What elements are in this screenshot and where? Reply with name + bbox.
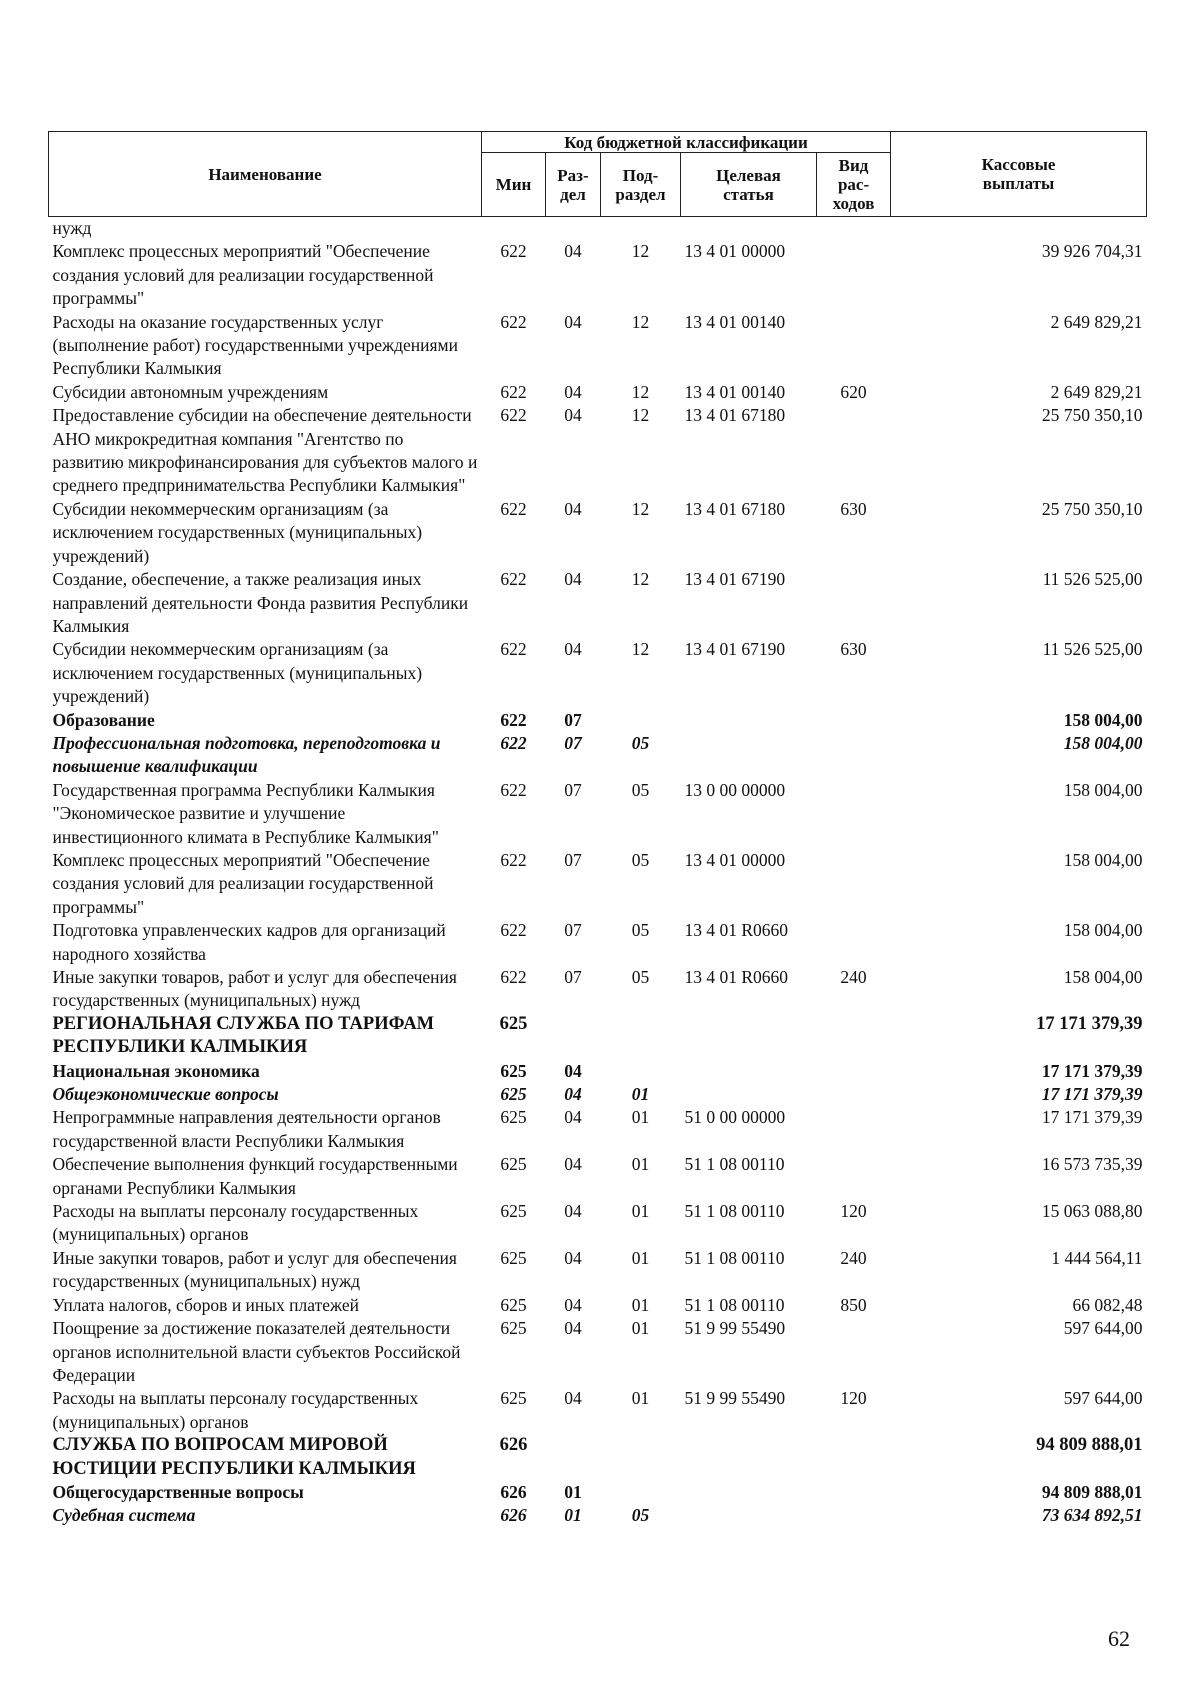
cell-amount: 597 644,00 [1063, 1388, 1143, 1409]
cell-article: 13 4 01 00140 [684, 311, 786, 332]
cell-article: 13 0 00 00000 [684, 779, 786, 800]
cell-vid: 620 [840, 381, 867, 402]
cell-name: Образование [52, 709, 155, 730]
cell-podrazdel: 01 [631, 1201, 650, 1222]
cell-name: Общеэкономические вопросы [52, 1084, 279, 1105]
cell-article: 13 4 01 00000 [684, 849, 786, 870]
cell-podrazdel: 05 [631, 849, 650, 870]
cell-razdel: 04 [564, 1201, 582, 1222]
cell-article: 13 4 01 67190 [684, 639, 786, 660]
cell-min: 622 [500, 498, 527, 519]
cell-min: 622 [500, 639, 527, 660]
cell-podrazdel [601, 1013, 681, 1060]
cell-amount: 17 171 379,39 [1041, 1060, 1143, 1081]
table-row [49, 1013, 1147, 1060]
cell-min: 622 [500, 967, 527, 987]
table-row [49, 498, 1147, 568]
cell-name: Обеспечение выполнения функций государственными органами Республики Калмыкия [52, 1154, 458, 1198]
cell-razdel: 04 [564, 1107, 582, 1128]
cell-vid [817, 404, 891, 498]
cell-podrazdel [601, 1060, 681, 1083]
header-amount: Кассовые выплаты [891, 132, 1147, 217]
cell-podrazdel: 05 [631, 1505, 650, 1526]
cell-article [681, 1434, 817, 1481]
cell-min: 625 [500, 1201, 527, 1222]
cell-amount: 158 004,00 [1063, 732, 1143, 753]
table-row [49, 1481, 1147, 1504]
table-row [49, 1200, 1147, 1247]
table-header [49, 132, 1147, 217]
cell-min: 626 [500, 1505, 527, 1526]
cell-min: 622 [500, 311, 527, 332]
cell-vid [817, 1083, 891, 1106]
cell-razdel: 04 [564, 381, 582, 402]
cell-podrazdel: 12 [631, 569, 650, 590]
cell-name: Судебная система [52, 1505, 196, 1526]
cell-amount: 16 573 735,39 [1041, 1154, 1143, 1175]
cell-name: нужд [52, 218, 92, 238]
table-row [49, 1387, 1147, 1434]
header-vid: Вид рас- ходов [817, 153, 891, 217]
cell-vid [817, 732, 891, 779]
cell-razdel: 04 [564, 1084, 582, 1105]
cell-amount: 25 750 350,10 [1041, 405, 1143, 426]
cell-podrazdel: 05 [631, 967, 650, 987]
cell-podrazdel: 12 [631, 311, 650, 332]
cell-razdel: 04 [564, 1247, 582, 1268]
cell-vid [817, 849, 891, 919]
cell-podrazdel: 05 [631, 779, 650, 800]
cell-amount: 17 171 379,39 [1041, 1084, 1143, 1105]
cell-vid: 120 [840, 1388, 867, 1409]
cell-name: Непрограммные направления деятельности органов государственной власти Республики Калмыкия [52, 1107, 441, 1151]
cell-amount: 597 644,00 [1063, 1318, 1143, 1339]
cell-min [482, 217, 546, 241]
cell-amount: 25 750 350,10 [1041, 498, 1143, 519]
cell-razdel: 04 [564, 1388, 582, 1409]
cell-name: Субсидии некоммерческим организациям (за исключением государственных (муниципальных) учреждений) [52, 498, 423, 566]
cell-name: Профессиональная подготовка, переподготовка и повышение квалификации [52, 732, 441, 777]
table-row [49, 849, 1147, 919]
cell-razdel: 01 [564, 1481, 582, 1502]
cell-article: 13 4 01 67180 [684, 405, 786, 426]
cell-vid [817, 1317, 891, 1387]
header-name: Наименование [49, 132, 482, 217]
cell-name: Поощрение за достижение показателей деятельности органов исполнительной власти субъектов Российской Федерации [52, 1318, 461, 1385]
cell-name: Комплекс процессных мероприятий "Обеспечение создания условий для реализации государственной программы" [52, 241, 434, 309]
cell-vid [817, 779, 891, 849]
table-row [49, 709, 1147, 732]
cell-vid [817, 1481, 891, 1504]
cell-razdel: 04 [564, 569, 582, 590]
cell-vid [817, 709, 891, 732]
cell-name: РЕГИОНАЛЬНАЯ СЛУЖБА ПО ТАРИФАМ РЕСПУБЛИКИ КАЛМЫКИЯ [52, 1013, 435, 1058]
table-row [49, 1153, 1147, 1200]
cell-vid: 120 [840, 1201, 867, 1222]
cell-razdel: 07 [564, 849, 582, 870]
cell-razdel: 07 [564, 920, 582, 941]
cell-amount: 17 171 379,39 [1041, 1107, 1143, 1128]
cell-article [681, 1083, 817, 1106]
cell-amount: 11 526 525,00 [1042, 639, 1143, 660]
cell-amount: 1 444 564,11 [1051, 1247, 1143, 1268]
cell-article: 13 4 01 00140 [684, 381, 786, 402]
cell-vid [817, 1504, 891, 1527]
cell-article: 51 9 99 55490 [684, 1318, 786, 1339]
cell-name: Иные закупки товаров, работ и услуг для обеспечения государственных (муниципальных) нужд [52, 967, 457, 1011]
cell-vid [817, 1153, 891, 1200]
cell-article: 13 4 01 R0660 [684, 920, 789, 941]
cell-min: 622 [500, 381, 527, 402]
cell-min: 625 [500, 1107, 527, 1128]
cell-amount [891, 217, 1147, 241]
cell-article [681, 709, 817, 732]
cell-min: 622 [500, 732, 527, 753]
cell-name: Общегосударственные вопросы [52, 1481, 304, 1502]
table-row [49, 919, 1147, 966]
cell-name: Уплата налогов, сборов и иных платежей [52, 1294, 359, 1315]
cell-article [681, 732, 817, 779]
cell-article [681, 1481, 817, 1504]
table-row [49, 1504, 1147, 1527]
cell-amount: 11 526 525,00 [1042, 569, 1143, 590]
cell-min: 625 [499, 1013, 528, 1034]
cell-vid [817, 1060, 891, 1083]
cell-podrazdel: 01 [631, 1388, 650, 1409]
table-row [49, 404, 1147, 498]
cell-min: 622 [500, 241, 527, 262]
cell-podrazdel: 12 [631, 498, 650, 519]
cell-razdel: 04 [564, 1154, 582, 1175]
cell-name: Субсидии некоммерческим организациям (за исключением государственных (муниципальных) учреждений) [52, 639, 423, 707]
cell-vid: 240 [840, 1247, 867, 1268]
cell-amount: 158 004,00 [1063, 920, 1143, 941]
cell-razdel: 04 [564, 1060, 582, 1081]
cell-amount: 15 063 088,80 [1041, 1201, 1143, 1222]
header-podrazdel: Под- раздел [601, 153, 681, 217]
cell-podrazdel: 12 [631, 381, 650, 402]
cell-article: 13 4 01 R0660 [684, 967, 789, 987]
table-row [49, 1106, 1147, 1153]
cell-podrazdel: 01 [631, 1247, 650, 1268]
cell-razdel: 04 [564, 311, 582, 332]
cell-razdel: 04 [564, 1318, 582, 1339]
cell-razdel [546, 1434, 601, 1481]
cell-razdel [546, 1013, 601, 1060]
cell-vid [817, 311, 891, 381]
cell-article: 51 9 99 55490 [684, 1388, 786, 1409]
cell-vid [817, 217, 891, 241]
cell-min: 622 [500, 849, 527, 870]
cell-razdel: 07 [564, 967, 582, 987]
cell-vid [817, 568, 891, 638]
cell-amount: 73 634 892,51 [1041, 1505, 1143, 1526]
cell-razdel: 07 [564, 779, 582, 800]
cell-article: 51 1 08 00110 [684, 1154, 785, 1175]
cell-razdel: 04 [564, 405, 582, 426]
table-row [49, 240, 1147, 310]
cell-article [681, 1504, 817, 1527]
cell-razdel [546, 217, 601, 241]
cell-amount: 158 004,00 [1063, 849, 1143, 870]
table-row [49, 966, 1147, 1013]
cell-amount: 94 809 888,01 [1036, 1435, 1143, 1456]
table-row [49, 779, 1147, 849]
cell-name: Субсидии автономным учреждениям [52, 381, 329, 402]
cell-article: 51 1 08 00110 [684, 1247, 785, 1268]
cell-podrazdel [601, 1481, 681, 1504]
cell-podrazdel: 05 [631, 920, 650, 941]
cell-name: Создание, обеспечение, а также реализация иных направлений деятельности Фонда развития Республики Калмыкия [52, 569, 469, 636]
cell-name: Государственная программа Республики Калмыкия "Экономическое развитие и улучшение инвестиционного климата в Республике Калмыкия" [52, 779, 439, 847]
cell-vid [817, 240, 891, 310]
cell-min: 625 [500, 1247, 527, 1268]
cell-vid: 630 [840, 498, 867, 519]
cell-amount: 158 004,00 [1063, 967, 1143, 987]
cell-vid [817, 919, 891, 966]
cell-name: Расходы на выплаты персоналу государственных (муниципальных) органов [52, 1388, 419, 1432]
document-page [48, 131, 1146, 1528]
cell-min: 622 [500, 779, 527, 800]
cell-min: 625 [500, 1154, 527, 1175]
cell-min: 625 [500, 1318, 527, 1339]
budget-table [48, 131, 1147, 1528]
cell-min: 622 [500, 709, 527, 730]
cell-name: Расходы на выплаты персоналу государственных (муниципальных) органов [52, 1201, 419, 1245]
cell-amount: 39 926 704,31 [1041, 241, 1143, 262]
cell-podrazdel [601, 1434, 681, 1481]
cell-podrazdel: 01 [631, 1084, 650, 1105]
cell-podrazdel [601, 217, 681, 241]
cell-amount: 94 809 888,01 [1041, 1481, 1143, 1502]
cell-razdel: 04 [564, 1294, 582, 1315]
cell-podrazdel: 01 [631, 1294, 650, 1315]
cell-podrazdel: 01 [631, 1154, 650, 1175]
cell-razdel: 07 [564, 709, 582, 730]
cell-min: 626 [500, 1481, 527, 1502]
cell-name: Иные закупки товаров, работ и услуг для обеспечения государственных (муниципальных) нужд [52, 1247, 457, 1292]
table-row [49, 311, 1147, 381]
cell-razdel: 04 [564, 639, 582, 660]
cell-vid [817, 1434, 891, 1481]
header-article: Целевая статья [681, 153, 817, 217]
table-row [49, 1083, 1147, 1106]
header-code-group: Код бюджетной классификации [482, 132, 891, 153]
cell-amount: 2 649 829,21 [1050, 311, 1143, 332]
cell-article [681, 1013, 817, 1060]
cell-min: 625 [500, 1060, 527, 1081]
cell-article: 13 4 01 67190 [684, 569, 786, 590]
cell-vid [817, 1106, 891, 1153]
table-row [49, 1060, 1147, 1083]
cell-name: СЛУЖБА ПО ВОПРОСАМ МИРОВОЙ ЮСТИЦИИ РЕСПУБЛИКИ КАЛМЫКИЯ [52, 1435, 416, 1479]
cell-amount: 17 171 379,39 [1036, 1013, 1143, 1034]
cell-min: 625 [500, 1084, 527, 1105]
cell-vid: 630 [840, 639, 867, 660]
cell-vid: 850 [840, 1294, 867, 1315]
cell-podrazdel: 05 [631, 732, 650, 753]
cell-razdel: 01 [564, 1505, 582, 1526]
cell-min: 625 [500, 1388, 527, 1409]
table-row [49, 1434, 1147, 1481]
header-min: Мин [482, 153, 546, 217]
cell-amount: 66 082,48 [1072, 1294, 1143, 1315]
header-razdel: Раз- дел [546, 153, 601, 217]
cell-name: Комплекс процессных мероприятий "Обеспечение создания условий для реализации государственной программы" [52, 849, 434, 917]
cell-name: Предоставление субсидии на обеспечение деятельности АНО микрокредитная компания "Агентство по развитию микрофинансирования для субъектов малого и среднего предпринимательства Республики Калмыкия" [52, 405, 478, 496]
cell-podrazdel: 12 [631, 405, 650, 426]
table-row [49, 217, 1147, 241]
cell-podrazdel: 01 [631, 1318, 650, 1339]
cell-min: 622 [500, 569, 527, 590]
table-row [49, 638, 1147, 708]
cell-article: 51 0 00 00000 [684, 1107, 786, 1128]
cell-podrazdel: 01 [631, 1107, 650, 1128]
cell-article: 13 4 01 67180 [684, 498, 786, 519]
cell-amount: 158 004,00 [1063, 709, 1143, 730]
cell-podrazdel [601, 709, 681, 732]
table-row [49, 732, 1147, 779]
cell-razdel: 07 [564, 732, 582, 753]
cell-amount: 158 004,00 [1063, 779, 1143, 800]
cell-min: 622 [500, 920, 527, 941]
cell-article: 51 1 08 00110 [684, 1201, 785, 1222]
cell-vid: 240 [840, 967, 867, 987]
table-row [49, 381, 1147, 404]
cell-amount: 2 649 829,21 [1050, 381, 1143, 402]
cell-name: Национальная экономика [52, 1060, 260, 1081]
cell-article [681, 217, 817, 241]
cell-name: Расходы на оказание государственных услуг (выполнение работ) государственными учреждениями Республики Калмыкия [52, 311, 458, 379]
cell-min: 626 [499, 1435, 528, 1456]
cell-podrazdel: 12 [631, 639, 650, 660]
cell-vid [817, 1013, 891, 1060]
table-row [49, 568, 1147, 638]
cell-min: 622 [500, 405, 527, 426]
page-number: 62 [1108, 1626, 1130, 1651]
table-row [49, 1247, 1147, 1294]
cell-article: 51 1 08 00110 [684, 1294, 785, 1315]
table-row [49, 1317, 1147, 1387]
cell-podrazdel: 12 [631, 241, 650, 262]
table-body [49, 217, 1147, 1528]
cell-razdel: 04 [564, 498, 582, 519]
cell-razdel: 04 [564, 241, 582, 262]
cell-article: 13 4 01 00000 [684, 241, 786, 262]
table-row [49, 1294, 1147, 1317]
cell-article [681, 1060, 817, 1083]
cell-name: Подготовка управленческих кадров для организаций народного хозяйства [52, 920, 446, 964]
cell-min: 625 [500, 1294, 527, 1315]
